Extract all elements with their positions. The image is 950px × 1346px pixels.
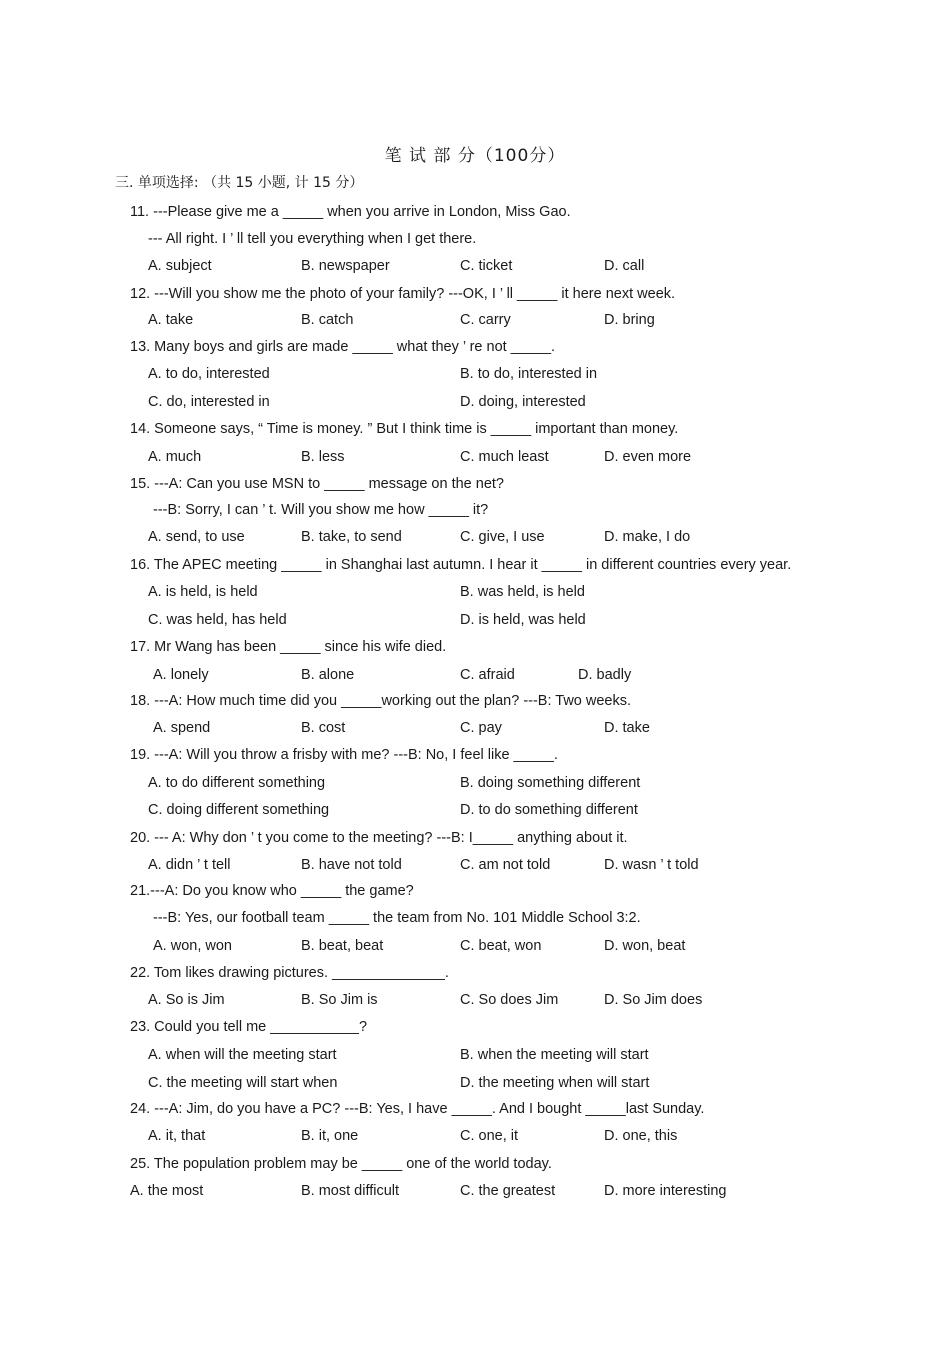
- answer-option-d: D. one, this: [604, 1128, 678, 1144]
- answer-option-c: C. give, I use: [460, 529, 545, 545]
- question-stem: 20. --- A: Why don ’ t you come to the meeting? ---B: I_____ anything about it.: [130, 830, 628, 846]
- question-stem: 12. ---Will you show me the photo of your family? ---OK, I ’ ll _____ it here next week.: [130, 286, 676, 302]
- answer-option-b: B. have not told: [301, 857, 402, 873]
- answer-option-d: D. the meeting when will start: [460, 1075, 650, 1091]
- answer-option-b: B. was held, is held: [460, 584, 585, 600]
- answer-option-a: A. take: [148, 312, 194, 328]
- answer-option-a: A. subject: [148, 258, 212, 274]
- question-stem: 13. Many boys and girls are made _____ what they ’ re not _____.: [130, 339, 556, 355]
- answer-option-b: B. to do, interested in: [460, 366, 598, 382]
- question-stem: 17. Mr Wang has been _____ since his wife died.: [130, 639, 447, 655]
- answer-option-b: B. when the meeting will start: [460, 1047, 649, 1063]
- answer-option-b: B. alone: [301, 667, 355, 683]
- answer-option-a: A. lonely: [153, 667, 209, 683]
- answer-option-a: A. to do different something: [148, 775, 326, 791]
- answer-option-d: D. bring: [604, 312, 655, 328]
- answer-option-b: B. So Jim is: [301, 992, 378, 1008]
- answer-option-d: D. won, beat: [604, 938, 686, 954]
- answer-option-c: C. afraid: [460, 667, 515, 683]
- answer-option-b: B. newspaper: [301, 258, 390, 274]
- answer-option-a: A. is held, is held: [148, 584, 258, 600]
- answer-option-b: B. beat, beat: [301, 938, 384, 954]
- answer-option-d: D. make, I do: [604, 529, 691, 545]
- answer-option-c: C. the greatest: [460, 1183, 556, 1199]
- answer-option-a: A. send, to use: [148, 529, 245, 545]
- question-stem: 14. Someone says, “ Time is money. ” But I think time is _____ important than money.: [130, 421, 679, 437]
- answer-option-c: C. much least: [460, 449, 549, 465]
- question-dialogue-line: ---B: Sorry, I can ’ t. Will you show me how _____ it?: [153, 502, 489, 518]
- answer-option-a: A. the most: [130, 1183, 204, 1199]
- answer-option-c: C. So does Jim: [460, 992, 559, 1008]
- question-stem: 11. ---Please give me a _____ when you arrive in London, Miss Gao.: [130, 204, 571, 220]
- answer-option-c: C. beat, won: [460, 938, 542, 954]
- answer-option-a: A. So is Jim: [148, 992, 225, 1008]
- answer-option-d: D. call: [604, 258, 645, 274]
- answer-option-d: D. even more: [604, 449, 692, 465]
- answer-option-c: C. pay: [460, 720, 502, 736]
- answer-option-d: D. more interesting: [604, 1183, 727, 1199]
- answer-option-b: B. doing something different: [460, 775, 641, 791]
- answer-option-c: C. carry: [460, 312, 511, 328]
- question-dialogue-line: ---B: Yes, our football team _____ the team from No. 101 Middle School 3:2.: [153, 910, 641, 926]
- question-stem: 15. ---A: Can you use MSN to _____ message on the net?: [130, 476, 504, 492]
- answer-option-d: D. is held, was held: [460, 612, 586, 628]
- answer-option-c: C. the meeting will start when: [148, 1075, 338, 1091]
- answer-option-c: C. was held, has held: [148, 612, 287, 628]
- question-stem: 22. Tom likes drawing pictures. ______________.: [130, 965, 449, 981]
- answer-option-d: D. doing, interested: [460, 394, 586, 410]
- answer-option-a: A. when will the meeting start: [148, 1047, 337, 1063]
- answer-option-a: A. didn ’ t tell: [148, 857, 231, 873]
- answer-option-b: B. less: [301, 449, 345, 465]
- section-heading: 三. 单项选择: （共 15 小题, 计 15 分）: [115, 175, 364, 191]
- answer-option-d: D. take: [604, 720, 650, 736]
- answer-option-b: B. cost: [301, 720, 346, 736]
- answer-option-c: C. doing different something: [148, 802, 330, 818]
- question-stem: 21.---A: Do you know who _____ the game?: [130, 883, 414, 899]
- question-stem: 18. ---A: How much time did you _____working out the plan? ---B: Two weeks.: [130, 693, 632, 709]
- answer-option-b: B. most difficult: [301, 1183, 400, 1199]
- question-dialogue-line: --- All right. I ’ ll tell you everything when I get there.: [148, 231, 477, 247]
- answer-option-d: D. wasn ’ t told: [604, 857, 699, 873]
- answer-option-b: B. it, one: [301, 1128, 359, 1144]
- answer-option-c: C. am not told: [460, 857, 551, 873]
- answer-option-a: A. won, won: [153, 938, 232, 954]
- answer-option-b: B. catch: [301, 312, 354, 328]
- question-stem: 19. ---A: Will you throw a frisby with me? ---B: No, I feel like _____.: [130, 747, 558, 763]
- page-title: 笔 试 部 分（100分）: [384, 146, 566, 166]
- question-stem: 23. Could you tell me ___________?: [130, 1019, 368, 1035]
- answer-option-c: C. ticket: [460, 258, 513, 274]
- question-stem: 24. ---A: Jim, do you have a PC? ---B: Yes, I have _____. And I bought _____last Sunday.: [130, 1101, 705, 1117]
- answer-option-a: A. to do, interested: [148, 366, 270, 382]
- answer-option-c: C. do, interested in: [148, 394, 270, 410]
- answer-option-a: A. spend: [153, 720, 211, 736]
- answer-option-d: D. to do something different: [460, 802, 638, 818]
- question-stem: 16. The APEC meeting _____ in Shanghai last autumn. I hear it _____ in different countries every year.: [130, 557, 792, 573]
- answer-option-c: C. one, it: [460, 1128, 519, 1144]
- answer-option-a: A. it, that: [148, 1128, 206, 1144]
- question-stem: 25. The population problem may be _____ one of the world today.: [130, 1156, 552, 1172]
- answer-option-d: D. So Jim does: [604, 992, 703, 1008]
- answer-option-b: B. take, to send: [301, 529, 402, 545]
- answer-option-d: D. badly: [578, 667, 632, 683]
- answer-option-a: A. much: [148, 449, 202, 465]
